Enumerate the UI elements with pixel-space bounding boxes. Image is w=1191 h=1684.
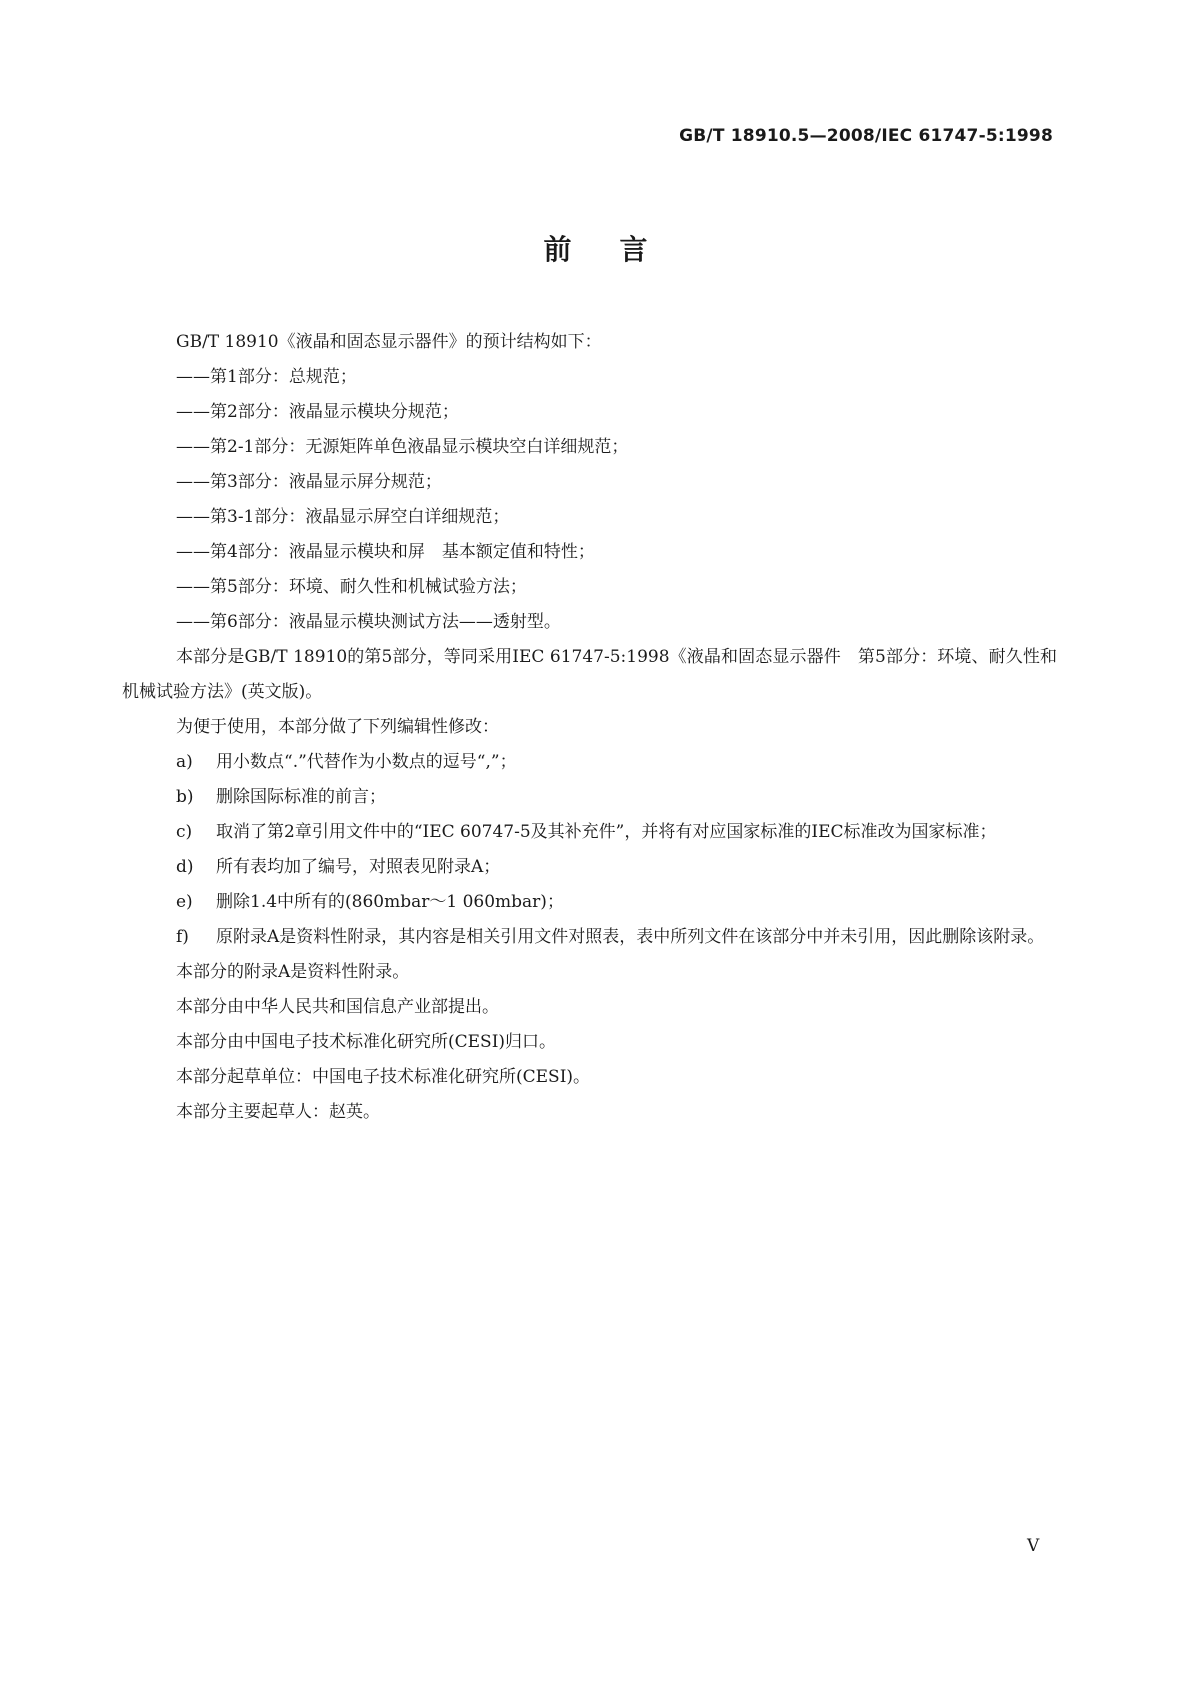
closing-statement: 本部分的附录A是资料性附录。 — [176, 962, 410, 982]
part-item: ——第1部分：总规范； — [176, 367, 357, 387]
modification-text: 取消了第2章引用文件中的“IEC 60747-5及其补充件”，并将有对应国家标准的IEC标准改为国家标准； — [216, 822, 997, 842]
closing-statement: 本部分由中华人民共和国信息产业部提出。 — [176, 997, 499, 1017]
modification-text: 用小数点“.”代替作为小数点的逗号“,”； — [216, 752, 517, 772]
modification-item — [122, 815, 1057, 850]
part-item: ——第5部分：环境、耐久性和机械试验方法； — [176, 577, 527, 597]
list-marker: f) — [176, 927, 189, 947]
closing-statement: 本部分由中国电子技术标准化研究所(CESI)归口。 — [176, 1032, 557, 1052]
part-item: ——第4部分：液晶显示模块和屏 基本额定值和特性； — [176, 542, 595, 562]
closing-statement: 本部分起草单位：中国电子技术标准化研究所(CESI)。 — [176, 1067, 591, 1087]
part-item: ——第3部分：液晶显示屏分规范； — [176, 472, 442, 492]
modification-item — [122, 850, 1057, 885]
modification-item — [122, 885, 1057, 920]
list-marker: c) — [176, 822, 193, 842]
modification-item — [122, 745, 1057, 780]
modification-item — [122, 920, 1057, 955]
standard-code-header: GB/T 18910.5—2008/IEC 61747-5:1998 — [679, 126, 1053, 146]
foreword-body — [122, 325, 1057, 1130]
list-marker: a) — [176, 752, 193, 772]
part-item: ——第2-1部分：无源矩阵单色液晶显示模块空白详细规范； — [176, 437, 629, 457]
list-marker: d) — [176, 857, 194, 877]
modification-text: 删除1.4中所有的(860mbar～1 060mbar)； — [216, 892, 564, 912]
part-item: ——第2部分：液晶显示模块分规范； — [176, 402, 459, 422]
page-title: 前言 — [543, 233, 696, 266]
adoption-statement: 本部分是GB/T 18910的第5部分，等同采用IEC 61747-5:1998《液晶和固态显示器件 第5部分：环境、耐久性和机械试验方法》(英文版)。 — [122, 647, 1057, 702]
list-marker: e) — [176, 892, 193, 912]
list-marker: b) — [176, 787, 194, 807]
page-number: V — [1027, 1536, 1040, 1556]
modifications-intro: 为便于使用，本部分做了下列编辑性修改： — [176, 717, 499, 737]
modification-text: 所有表均加了编号，对照表见附录A； — [216, 857, 501, 877]
part-item: ——第3-1部分：液晶显示屏空白详细规范； — [176, 507, 510, 527]
closing-statement: 本部分主要起草人：赵英。 — [176, 1102, 380, 1122]
structure-intro: GB/T 18910《液晶和固态显示器件》的预计结构如下： — [176, 332, 602, 352]
part-item: ——第6部分：液晶显示模块测试方法——透射型。 — [176, 612, 561, 632]
modification-text: 删除国际标准的前言； — [216, 787, 386, 807]
modification-text: 原附录A是资料性附录，其内容是相关引用文件对照表，表中所列文件在该部分中并未引用，因此删除该附录。 — [216, 927, 1045, 947]
modification-item — [122, 780, 1057, 815]
